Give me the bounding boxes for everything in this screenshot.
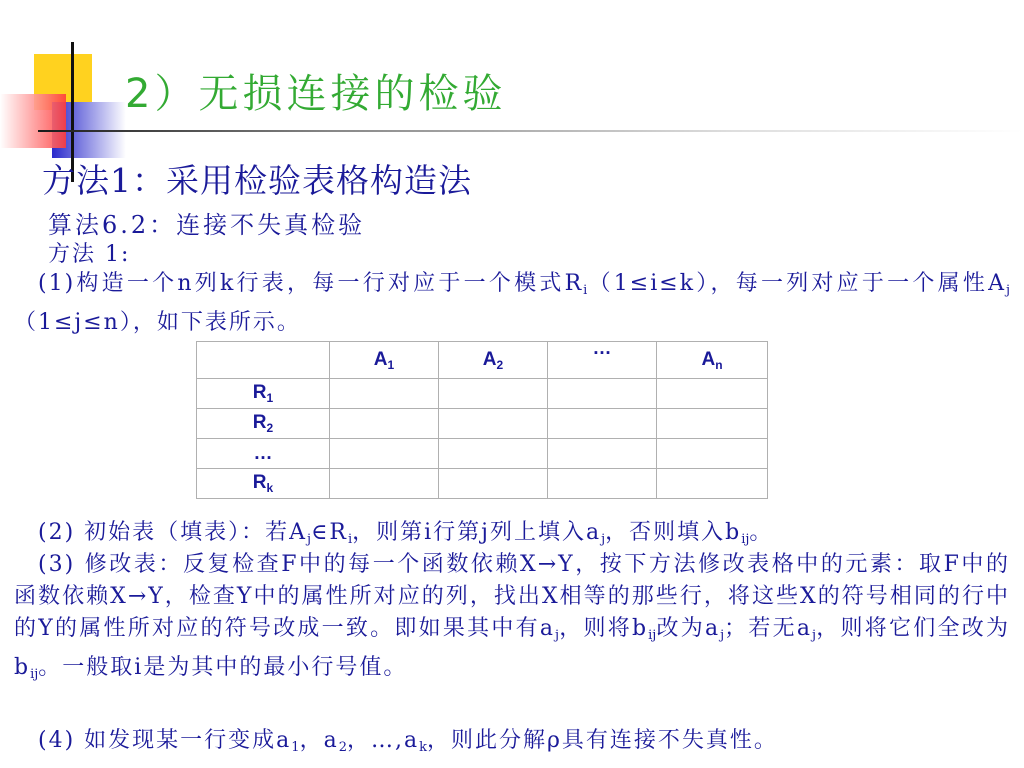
table-row [197, 439, 768, 469]
table-row [197, 409, 768, 439]
table-cell [657, 469, 768, 499]
step-3: (3) 修改表：反复检查F中的每一个函数依赖X→Y，按下方法修改表格中的元素：取F中的函数依赖X→Y，检查Y中的属性所对应的列，找出X相等的那些行，将这些X的符号相同的行中的Y的属性所对应的符号改成一致。即如果其中有$a_j$，则将$b_{ij}$改为$a_j$；若无$a_j$，则将它们全改为$b_{ij}$。一般取i是为其中的最小行号值。 [14, 552, 1010, 682]
red-square [0, 94, 66, 148]
table-cell [657, 379, 768, 409]
table-header-row [197, 342, 768, 379]
table-cell [439, 379, 548, 409]
table-cell [330, 469, 439, 499]
column-header: $A_n$ [657, 342, 768, 379]
step-2: (2) 初始表（填表）：若$A_j\in R_i$，则第i行第j列上填入$a_j$，否则填入$b_{ij}$。 [38, 520, 774, 547]
row-header: $R_1$ [197, 379, 330, 409]
check-table [196, 338, 768, 499]
table-cell [548, 469, 657, 499]
method-label: 方法 1: [48, 242, 131, 267]
corner-cell [197, 342, 330, 379]
step-1: (1)构造一个n列k行表，每一行对应于一个模式$R_i(1\le i\le k)$，每一列对应于一个属性$A_j(1\le j\le n)$，如下表所示。 [14, 271, 1010, 335]
table-cell [330, 409, 439, 439]
table-cell [330, 379, 439, 409]
row-header: … [197, 439, 330, 469]
table-cell [439, 409, 548, 439]
table-row [197, 469, 768, 499]
column-header: $A_2$ [439, 342, 548, 379]
table-cell [657, 439, 768, 469]
row-header: $R_k$ [197, 469, 330, 499]
row-header: $R_2$ [197, 409, 330, 439]
title-rule [38, 130, 1024, 132]
table-row [197, 379, 768, 409]
table-cell [657, 409, 768, 439]
column-header: $A_1$ [330, 342, 439, 379]
algorithm-heading: 算法6.2：连接不失真检验 [48, 211, 366, 239]
table-cell [548, 379, 657, 409]
table-cell [548, 409, 657, 439]
column-header: … [548, 342, 657, 379]
table-cell [548, 439, 657, 469]
table-cell [439, 439, 548, 469]
method-heading: 方法1：采用检验表格构造法 [42, 161, 472, 200]
table-cell [330, 439, 439, 469]
step-4: (4) 如发现某一行变成$a_1$，$a_2$，$\dots,a_k$，则此分解ρ具有连接不失真性。 [38, 728, 778, 755]
table-cell [439, 469, 548, 499]
slide-title: 2）无损连接的检验 [125, 71, 507, 117]
